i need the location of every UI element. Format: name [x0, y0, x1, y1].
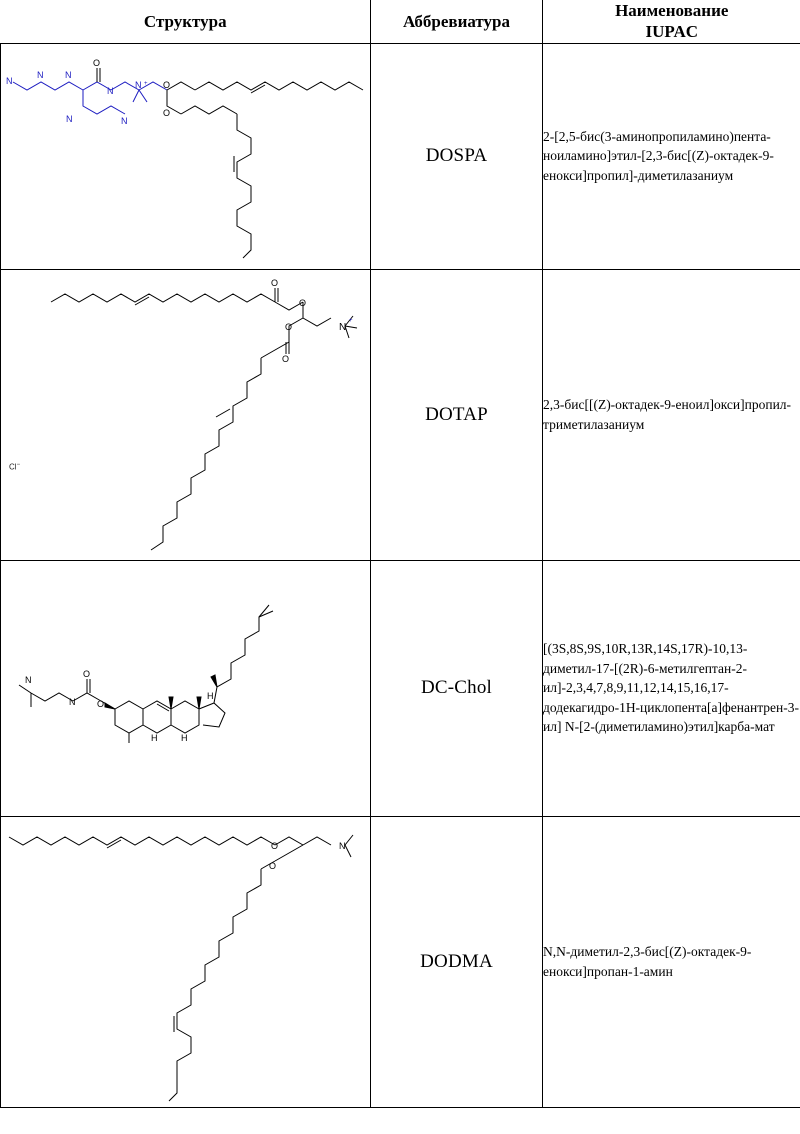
dotap-skeletal-structure: [1, 270, 370, 560]
structure-cell-dodma: [1, 816, 371, 1107]
column-header-iupac: [543, 0, 800, 43]
column-header-abbreviation: Аббревиатура: [371, 0, 543, 43]
table-row: [1, 43, 800, 269]
atom-label-n: N: [339, 840, 346, 851]
dospa-structure-svg: [1, 44, 369, 269]
dodma-structure-svg: [1, 817, 369, 1107]
atom-label-n: N: [121, 115, 128, 126]
counter-ion-chloride: Cl−: [9, 461, 21, 472]
atom-label-n: N: [37, 69, 44, 80]
atom-label-o: O: [271, 277, 279, 288]
atom-label-n: N: [6, 75, 13, 86]
atom-label-o: O: [269, 860, 277, 871]
structure-cell-dospa: [1, 43, 371, 269]
atom-label-n-plus: N: [135, 79, 142, 90]
atom-label-n-plus: N: [339, 321, 347, 333]
dc-chol-skeletal-structure: [1, 561, 370, 816]
atom-label-h: H: [181, 732, 188, 743]
atom-label-o: O: [83, 668, 91, 679]
dotap-structure-svg: [1, 270, 369, 560]
iupac-cell-dcchol: [(3S,8S,9S,10R,13R,14S,17R)-10,13-диметил-17-[(2R)-6-метилгептан-2-ил]-2,3,4,7,8,9,11,12,14,15,16,17-додекагидро-1Н-циклопента[a]фенантрен-3-ил] N-[2-(диметиламино)этил]карба-мат: [543, 560, 800, 816]
iupac-cell-dospa: 2-[2,5-бис(3-аминопропиламино)пента-ноиламино]этил-[2,3-бис[(Z)-октадек-9-енокси]пропил]-диметилазаниум: [543, 43, 800, 269]
atom-label-n: N: [107, 85, 114, 96]
atom-label-o: O: [163, 107, 171, 118]
atom-label-n: N: [69, 696, 76, 707]
atom-label-n: N: [25, 674, 32, 685]
atom-label-h: H: [207, 690, 214, 701]
iupac-cell-dodma: N,N-диметил-2,3-бис[(Z)-октадек-9-енокси]пропан-1-амин: [543, 816, 800, 1107]
atom-label-n: N: [66, 113, 73, 124]
table-body: [1, 43, 800, 1107]
atom-label-o: O: [163, 79, 171, 90]
dc-chol-structure-svg: [1, 561, 369, 816]
column-header-iupac-line1: Наименование: [615, 1, 729, 20]
charge-label-plus: +: [349, 317, 353, 324]
abbreviation-cell-dotap: DOTAP: [371, 269, 543, 560]
dodma-skeletal-structure: [1, 817, 370, 1107]
table-row: [1, 816, 800, 1107]
abbreviation-cell-dcchol: DC-Chol: [371, 560, 543, 816]
table-row: [1, 269, 800, 560]
table-row: [1, 560, 800, 816]
column-header-structure: Структура: [1, 0, 371, 43]
atom-label-o: O: [93, 57, 101, 68]
atom-label-o: O: [299, 297, 307, 308]
iupac-cell-dotap: 2,3-бис[[(Z)-октадек-9-еноил]окси]пропил-триметилазаниум: [543, 269, 800, 560]
atom-label-o: O: [271, 840, 279, 851]
structure-cell-dcchol: [1, 560, 371, 816]
atom-label-o: O: [282, 353, 290, 364]
dospa-skeletal-structure: [1, 44, 370, 269]
column-header-iupac-line2: IUPAC: [645, 22, 699, 42]
abbreviation-cell-dospa: DOSPA: [371, 43, 543, 269]
table-header-row: [1, 0, 800, 43]
abbreviation-cell-dodma: DODMA: [371, 816, 543, 1107]
structure-cell-dotap: [1, 269, 371, 560]
atom-label-n: N: [65, 69, 72, 80]
table-header: [1, 0, 800, 43]
charge-label-plus: +: [144, 80, 148, 87]
atom-label-o: O: [285, 321, 293, 332]
atom-label-o: O: [97, 698, 105, 709]
counter-ion-label: Cl: [9, 462, 17, 472]
atom-label-h: H: [151, 732, 158, 743]
